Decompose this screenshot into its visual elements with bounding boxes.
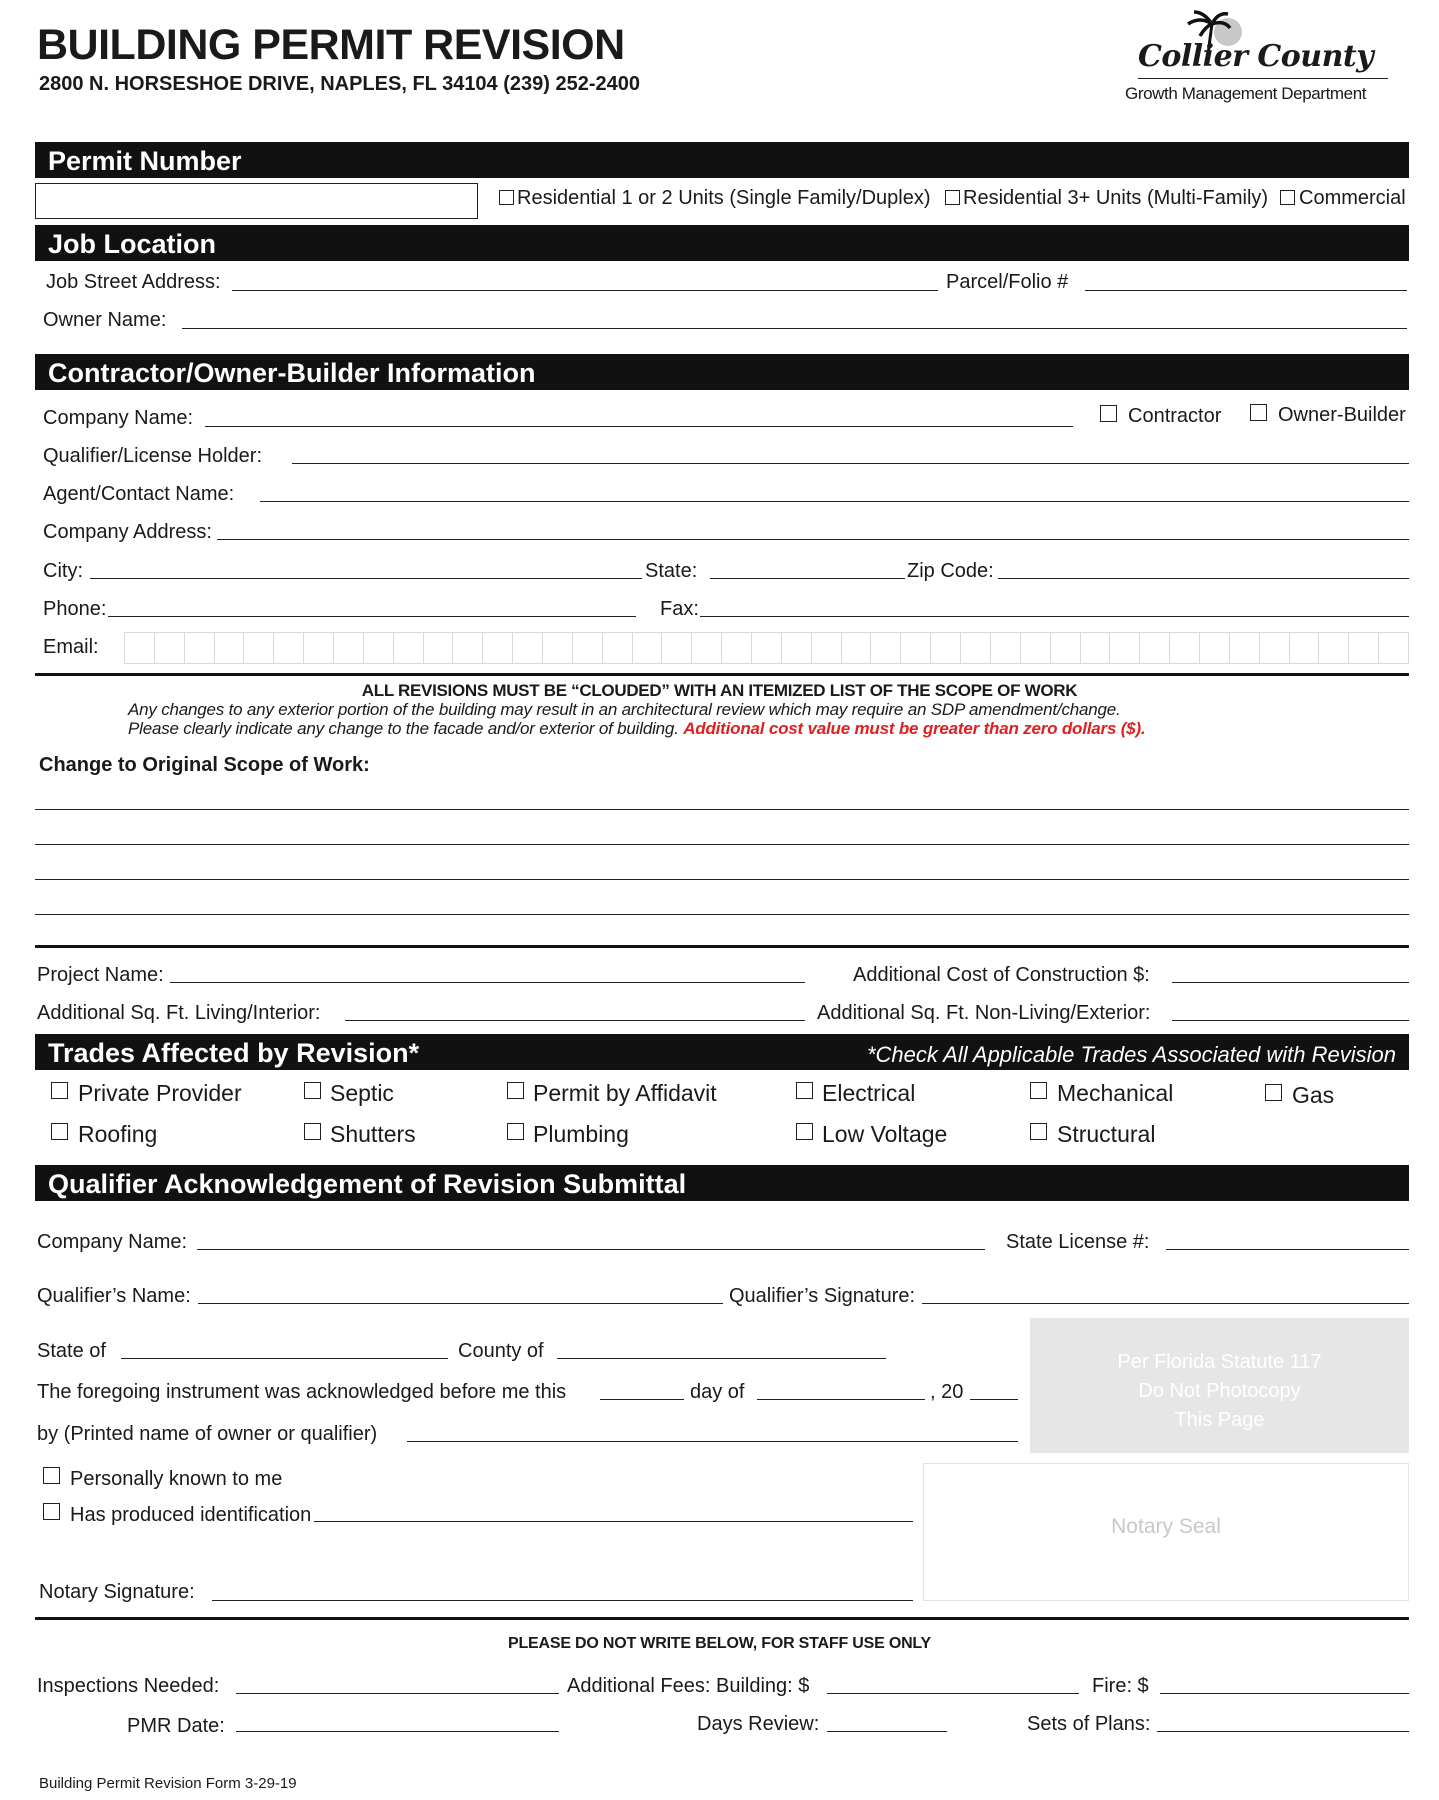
scope-line-2[interactable] [35,844,1409,845]
additional-cost-field[interactable] [1172,982,1409,983]
company-name-label: Company Name: [43,407,194,429]
email-char-box[interactable] [1169,632,1199,664]
ack-company-field[interactable] [197,1249,985,1250]
email-char-box[interactable] [1348,632,1378,664]
owner-builder-label: Owner-Builder [1278,404,1406,426]
pmr-date-label: PMR Date: [127,1715,225,1737]
notice-headline: ALL REVISIONS MUST BE “CLOUDED” WITH AN ITEMIZED LIST OF THE SCOPE OF WORK [361,681,1078,700]
pmr-date-field[interactable] [236,1731,559,1732]
county-of-label: County of [458,1340,544,1362]
residential-1-2-label: Residential 1 or 2 Units (Single Family/Duplex) [517,187,931,209]
email-char-box[interactable] [1229,632,1259,664]
divider-notice [35,673,1409,676]
email-char-box[interactable] [1109,632,1139,664]
email-char-box[interactable] [990,632,1020,664]
trade-label-low-voltage: Low Voltage [822,1121,948,1147]
company-address-field[interactable] [217,539,1409,540]
email-label: Email: [43,636,99,658]
staff-only-heading: PLEASE DO NOT WRITE BELOW, FOR STAFF USE ONLY [507,1635,932,1652]
email-char-box[interactable] [1259,632,1289,664]
email-char-box[interactable] [691,632,721,664]
qualifier-ack-heading: Qualifier Acknowledgement of Revision Submittal [35,1165,1409,1201]
residential-3plus-checkbox[interactable] [945,190,960,205]
email-char-box[interactable] [1020,632,1050,664]
statute-notice-box [1030,1318,1409,1453]
email-char-box[interactable] [333,632,363,664]
qualifier-label: Qualifier/License Holder: [43,445,262,467]
email-char-box[interactable] [751,632,781,664]
printed-name-label: by (Printed name of owner or qualifier) [37,1423,378,1445]
logo-divider [1138,78,1388,79]
statute-line-1: Per Florida Statute 117 [1117,1351,1322,1373]
collier-county-logo [1120,10,1420,110]
logo-department: Growth Management Department [1125,84,1367,103]
email-char-box[interactable] [214,632,244,664]
state-license-field[interactable] [1166,1249,1409,1250]
trade-label-electrical: Electrical [822,1080,916,1106]
trade-label-septic: Septic [330,1080,394,1106]
fax-label: Fax: [660,598,699,620]
contractor-label: Contractor [1128,405,1222,427]
trade-label-plumbing: Plumbing [533,1121,629,1147]
email-char-box[interactable] [781,632,811,664]
email-char-box[interactable] [124,632,154,664]
days-review-field[interactable] [827,1731,947,1732]
notary-signature-label: Notary Signature: [39,1581,195,1603]
personally-known-checkbox[interactable] [43,1467,60,1484]
email-char-box[interactable] [482,632,512,664]
zip-label: Zip Code: [907,560,994,582]
trade-label-permit-by-affidavit: Permit by Affidavit [533,1080,717,1106]
email-char-box[interactable] [900,632,930,664]
county-of-field[interactable] [557,1358,886,1359]
fire-fee-label: Fire: $ [1092,1675,1149,1697]
building-fee-field[interactable] [827,1693,1079,1694]
residential-1-2-checkbox[interactable] [499,190,514,205]
email-char-box[interactable] [1080,632,1110,664]
trade-label-mechanical: Mechanical [1057,1080,1174,1106]
qualifier-signature-label: Qualifier’s Signature: [729,1285,916,1307]
trade-checkbox-roofing[interactable] [51,1123,68,1140]
trade-checkbox-structural[interactable] [1030,1123,1047,1140]
email-char-box[interactable] [721,632,751,664]
notary-signature-field[interactable] [212,1600,913,1601]
email-char-box[interactable] [184,632,214,664]
notice-cost-warning: Additional cost value must be greater than zero dollars ($). [683,719,1146,738]
email-char-box[interactable] [870,632,900,664]
email-char-box[interactable] [1289,632,1319,664]
parcel-folio-field[interactable] [1085,290,1407,291]
produced-id-field[interactable] [314,1521,913,1522]
inspections-label: Inspections Needed: [37,1675,220,1697]
logo-county-name: Collier County [1138,39,1374,74]
owner-name-label: Owner Name: [43,309,167,331]
trade-checkbox-private-provider[interactable] [51,1082,68,1099]
divider-staff [35,1617,1409,1620]
email-char-box[interactable] [393,632,423,664]
produced-id-label: Has produced identification [70,1504,312,1526]
email-char-box[interactable] [811,632,841,664]
sqft-living-label: Additional Sq. Ft. Living/Interior: [37,1002,321,1024]
qualifier-signature-field[interactable] [922,1303,1409,1304]
trade-label-structural: Structural [1057,1121,1156,1147]
inspections-field[interactable] [236,1693,559,1694]
job-street-field[interactable] [232,290,938,291]
job-street-label: Job Street Address: [46,271,221,293]
residential-3plus-label: Residential 3+ Units (Multi-Family) [963,187,1269,209]
state-of-label: State of [37,1340,106,1362]
trades-heading-text: Trades Affected by Revision* [48,1038,420,1068]
additional-fees-label: Additional Fees: Building: $ [567,1675,810,1697]
form-title: BUILDING PERMIT REVISION [37,21,625,69]
agent-field[interactable] [260,501,1409,502]
contractor-heading: Contractor/Owner-Builder Information [35,354,1409,390]
sets-of-plans-field[interactable] [1157,1731,1409,1732]
fire-fee-field[interactable] [1160,1693,1409,1694]
ack-day-field[interactable] [600,1399,684,1400]
trade-label-private-provider: Private Provider [78,1080,242,1106]
trade-checkbox-electrical[interactable] [796,1082,813,1099]
personally-known-label: Personally known to me [70,1468,283,1490]
scope-line-3[interactable] [35,879,1409,880]
email-char-box[interactable] [960,632,990,664]
trade-label-shutters: Shutters [330,1121,416,1147]
state-of-field[interactable] [121,1358,448,1359]
permit-number-input[interactable] [35,183,478,219]
email-char-box[interactable] [930,632,960,664]
email-char-box[interactable] [154,632,184,664]
notice-line-3-text: Please clearly indicate any change to the facade and/or exterior of building. [128,719,679,738]
trade-checkbox-mechanical[interactable] [1030,1082,1047,1099]
email-char-boxes[interactable] [124,632,1409,664]
email-char-box[interactable] [452,632,482,664]
email-char-box[interactable] [1050,632,1080,664]
city-label: City: [43,560,83,582]
email-char-box[interactable] [602,632,632,664]
trade-checkbox-permit-by-affidavit[interactable] [507,1082,524,1099]
printed-name-field[interactable] [407,1441,1018,1442]
trades-heading [35,1034,1409,1070]
sqft-nonliving-label: Additional Sq. Ft. Non-Living/Exterior: [817,1002,1151,1024]
year-prefix-label: , 20 [930,1381,964,1403]
state-license-label: State License #: [1006,1231,1150,1253]
email-char-box[interactable] [243,632,273,664]
sets-of-plans-label: Sets of Plans: [1027,1713,1151,1735]
email-char-box[interactable] [512,632,542,664]
email-char-box[interactable] [303,632,333,664]
owner-builder-checkbox[interactable] [1250,404,1267,421]
email-char-box[interactable] [542,632,572,664]
sqft-living-field[interactable] [345,1020,805,1021]
form-footer: Building Permit Revision Form 3-29-19 [39,1775,297,1792]
phone-label: Phone: [43,598,107,620]
sqft-nonliving-field[interactable] [1172,1020,1409,1021]
qualifier-field[interactable] [292,463,1409,464]
contractor-checkbox[interactable] [1100,405,1117,422]
trade-checkbox-gas[interactable] [1265,1084,1282,1101]
additional-cost-label: Additional Cost of Construction $: [853,964,1150,986]
ack-month-field[interactable] [757,1399,925,1400]
notary-seal-box [923,1463,1409,1601]
scope-line-1[interactable] [35,809,1409,810]
email-char-box[interactable] [423,632,453,664]
commercial-label: Commercial [1299,187,1406,209]
company-name-field[interactable] [205,426,1073,427]
trades-heading-note: *Check All Applicable Trades Associated with Revision [866,1042,1396,1067]
email-char-box[interactable] [1139,632,1169,664]
day-of-label: day of [690,1381,745,1403]
project-name-label: Project Name: [37,964,164,986]
state-field[interactable] [710,578,905,579]
qualifier-name-label: Qualifier’s Name: [37,1285,191,1307]
agent-label: Agent/Contact Name: [43,483,235,505]
scope-label: Change to Original Scope of Work: [39,754,370,776]
parcel-folio-label: Parcel/Folio # [946,271,1069,293]
notary-seal-label: Notary Seal [1111,1515,1221,1538]
trade-label-roofing: Roofing [78,1121,158,1147]
foregoing-label: The foregoing instrument was acknowledged before me this [37,1381,567,1403]
permit-number-heading: Permit Number [35,142,1409,178]
trade-checkbox-shutters[interactable] [304,1123,321,1140]
email-char-box[interactable] [363,632,393,664]
project-name-field[interactable] [170,982,805,983]
email-char-box[interactable] [273,632,303,664]
owner-name-field[interactable] [182,328,1407,329]
state-label: State: [645,560,698,582]
statute-line-2: Do Not Photocopy [1138,1380,1301,1402]
trade-label-gas: Gas [1292,1082,1335,1108]
city-field[interactable] [90,578,642,579]
email-char-box[interactable] [1378,632,1409,664]
divider-project [35,945,1409,948]
notice-line-2: Any changes to any exterior portion of the building may result in an architectural review which may require an SDP amendment/change. [128,700,1121,719]
email-char-box[interactable] [632,632,662,664]
job-location-heading: Job Location [35,225,1409,261]
notice-line-3 [128,720,1145,737]
email-char-box[interactable] [841,632,871,664]
statute-line-3: This Page [1174,1409,1265,1431]
phone-field[interactable] [108,616,636,617]
email-char-box[interactable] [661,632,691,664]
scope-line-4[interactable] [35,914,1409,915]
email-char-box[interactable] [1318,632,1348,664]
ack-company-label: Company Name: [37,1231,188,1253]
fax-field[interactable] [700,616,1409,617]
produced-id-checkbox[interactable] [43,1503,60,1520]
commercial-checkbox[interactable] [1280,190,1295,205]
zip-field[interactable] [998,578,1409,579]
trade-checkbox-plumbing[interactable] [507,1123,524,1140]
company-address-label: Company Address: [43,521,212,543]
trade-checkbox-septic[interactable] [304,1082,321,1099]
qualifier-name-field[interactable] [198,1303,723,1304]
email-char-box[interactable] [1199,632,1229,664]
days-review-label: Days Review: [697,1713,820,1735]
office-address: 2800 N. HORSESHOE DRIVE, NAPLES, FL 34104 (239) 252-2400 [39,73,641,95]
ack-year-field[interactable] [970,1399,1018,1400]
trade-checkbox-low-voltage[interactable] [796,1123,813,1140]
email-char-box[interactable] [572,632,602,664]
